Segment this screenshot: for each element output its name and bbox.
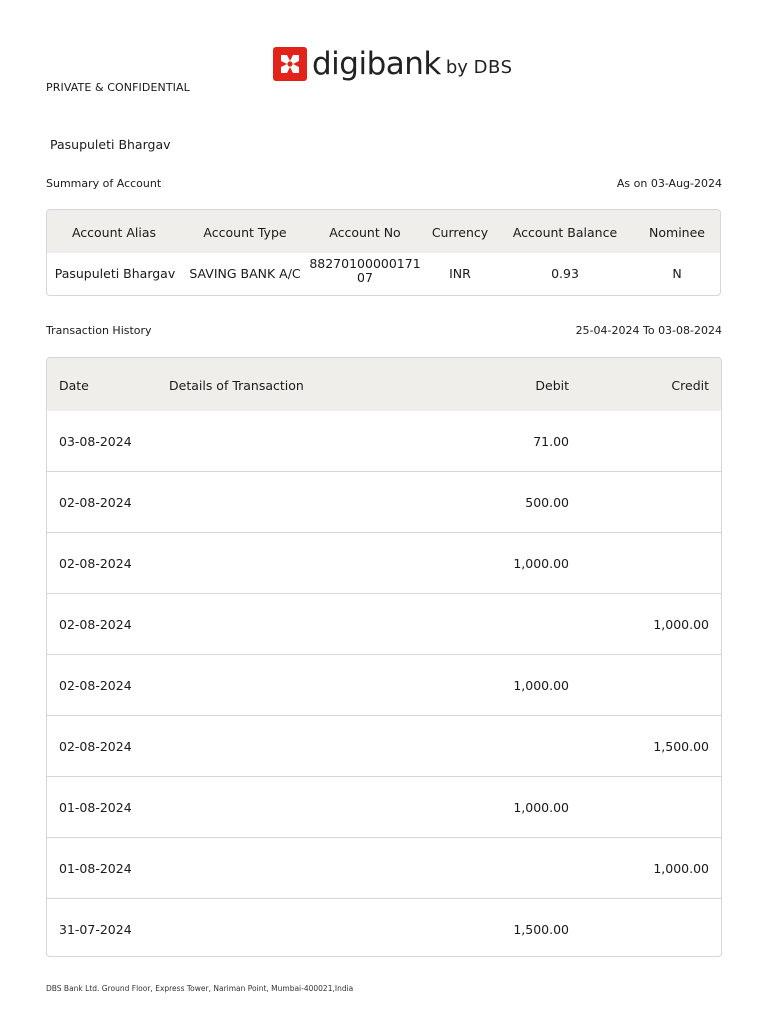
header-debit: Debit (535, 378, 569, 393)
summary-header-row (47, 210, 720, 253)
row-date: 02-08-2024 (59, 739, 132, 754)
summary-title: Summary of Account (46, 177, 162, 190)
row-date: 02-08-2024 (59, 678, 132, 693)
row-date: 03-08-2024 (59, 434, 132, 449)
table-row (47, 593, 721, 654)
table-row (47, 532, 721, 593)
row-credit: 1,000.00 (653, 617, 709, 632)
nominee-value: N (672, 266, 682, 281)
transaction-history-title: Transaction History (46, 324, 152, 337)
summary-as-on-date: As on 03-Aug-2024 (616, 177, 722, 190)
digibank-logo (272, 44, 513, 84)
dbs-star-icon (272, 46, 308, 82)
header-account-type: Account Type (203, 225, 287, 240)
header-credit: Credit (671, 378, 709, 393)
account-balance-value: 0.93 (551, 266, 579, 281)
account-no-value: 88270100000171 07 (309, 256, 421, 285)
header-details: Details of Transaction (169, 378, 304, 393)
table-row (47, 837, 721, 898)
row-date: 01-08-2024 (59, 861, 132, 876)
row-date: 02-08-2024 (59, 495, 132, 510)
row-date: 02-08-2024 (59, 617, 132, 632)
header-date: Date (59, 378, 89, 393)
row-credit: 1,500.00 (653, 739, 709, 754)
logo-wordmark: digibank (312, 46, 441, 82)
transaction-rows (47, 411, 721, 957)
transaction-period: 25-04-2024 To 03-08-2024 (575, 324, 722, 337)
table-row (47, 898, 721, 957)
summary-data-row (47, 253, 720, 295)
logo-by-dbs: by DBS (445, 57, 513, 78)
transaction-table (46, 357, 722, 957)
header-currency: Currency (431, 225, 489, 240)
row-date: 02-08-2024 (59, 556, 132, 571)
table-row (47, 471, 721, 532)
row-debit: 1,500.00 (513, 922, 569, 937)
row-debit: 1,000.00 (513, 678, 569, 693)
header-account-no: Account No (329, 225, 401, 240)
transaction-header-row (47, 358, 721, 411)
currency-value: INR (449, 266, 471, 281)
bank-address-footer: DBS Bank Ltd. Ground Floor, Express Tower, Nariman Point, Mumbai-400021,India (46, 984, 354, 993)
row-debit: 500.00 (525, 495, 569, 510)
header-account-balance: Account Balance (512, 225, 618, 240)
header-nominee: Nominee (649, 225, 705, 240)
row-debit: 1,000.00 (513, 800, 569, 815)
header-account-alias: Account Alias (71, 225, 157, 240)
table-row (47, 776, 721, 837)
row-date: 01-08-2024 (59, 800, 132, 815)
account-summary-table (46, 209, 721, 296)
account-type-value: SAVING BANK A/C (189, 266, 301, 281)
row-credit: 1,000.00 (653, 861, 709, 876)
table-row (47, 411, 721, 471)
row-debit: 71.00 (533, 434, 569, 449)
row-date: 31-07-2024 (59, 922, 132, 937)
confidential-label: PRIVATE & CONFIDENTIAL (46, 81, 190, 94)
table-row (47, 715, 721, 776)
account-holder-name: Pasupuleti Bhargav (50, 137, 171, 152)
account-alias-value: Pasupuleti Bhargav (54, 266, 176, 281)
table-row (47, 654, 721, 715)
row-debit: 1,000.00 (513, 556, 569, 571)
